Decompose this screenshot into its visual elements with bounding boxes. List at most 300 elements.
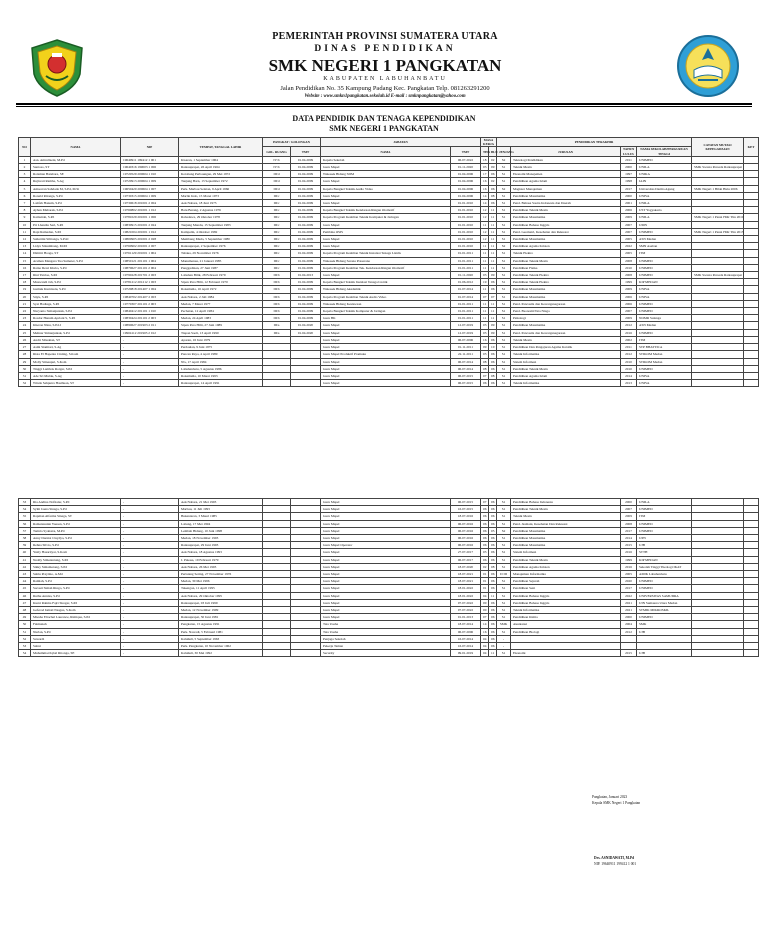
cell-jenjang: S1: [497, 542, 511, 549]
cell-catatan: [692, 236, 744, 243]
cell-tahun-lulus: 2012: [621, 628, 637, 635]
cell-no: 42: [19, 563, 31, 570]
cell-gol-tmt: 01.04.2009: [291, 207, 321, 214]
cell-jabatan-tmt: 27.07.2017: [451, 549, 481, 556]
cell-ket: [744, 300, 759, 307]
cell-gol-tmt: 01.04.2009: [291, 221, 321, 228]
cell-no: 50: [19, 621, 31, 628]
cell-jurusan: Pendidikan Matematika: [511, 322, 621, 329]
cell-catatan: [692, 614, 744, 621]
cell-thn: 01: [481, 571, 489, 578]
cell-jabatan-tmt: 06.07.2014: [451, 365, 481, 372]
cell-tahun-lulus: 2005: [621, 250, 637, 257]
cell-gol-tmt: [291, 358, 321, 365]
cell-jurusan: Sistem Informasi: [511, 549, 621, 556]
cell-bln: 11: [489, 236, 497, 243]
cell-catatan: [692, 315, 744, 322]
cell-jabatan: Wakasek Bidang Kesiswaan: [321, 300, 451, 307]
cell-nip: -: [121, 520, 179, 527]
cell-jenjang: S1: [497, 499, 511, 506]
cell-gol: [263, 607, 291, 614]
cell-nama: Amsorran Sahdada M, S.Pd, M.Si: [31, 185, 121, 192]
cell-tahun-lulus: 2021: [621, 607, 637, 614]
cell-gol: [263, 535, 291, 542]
cell-jurusan: Pendidikan Agama Kristen: [511, 243, 621, 250]
cell-no: 5: [19, 185, 31, 192]
cell-tahun-lulus: 2011: [621, 156, 637, 163]
cell-jabatan: Pekerja Taman: [321, 643, 451, 650]
cell-sekolah: Universitas Darma Agung: [637, 185, 692, 192]
cell-jurusan: Pendidikan Fisika: [511, 264, 621, 271]
table-row: [19, 351, 759, 358]
cell-gol: III/d: [263, 185, 291, 192]
cell-nip: 19870627 201101 2 004: [121, 264, 179, 271]
cell-jabatan: Guru Mapel: [321, 329, 451, 336]
cell-jabatan: Guru Mapel: [321, 272, 451, 279]
cell-gol: [263, 549, 291, 556]
cell-nip: 19821004 201001 1 012: [121, 228, 179, 235]
cell-nama: Asn. Amrullaeni, M.Pd: [31, 156, 121, 163]
cell-ket: [744, 272, 759, 279]
table-row: [19, 650, 759, 657]
cell-no: 44: [19, 578, 31, 585]
cell-jabatan: Guru Mapel: [321, 592, 451, 599]
cell-bln: 08: [489, 563, 497, 570]
cell-gol: [263, 592, 291, 599]
cell-thn: 07: [481, 293, 489, 300]
cell-ket: [744, 214, 759, 221]
cell-bln: 06: [489, 599, 497, 606]
cell-jenjang: S2: [497, 527, 511, 534]
signature-nip: NIP. 19640911 199412 1 001: [594, 862, 637, 866]
cell-gol: [263, 571, 291, 578]
cell-nip: 19781212 201212 1 003: [121, 279, 179, 286]
cell-ttl: NG, 17 April 1984: [179, 358, 263, 365]
cell-gol-tmt: [291, 643, 321, 650]
cell-no: 52: [19, 635, 31, 642]
cell-thn: 06: [481, 542, 489, 549]
cell-sekolah: [637, 643, 692, 650]
cell-catatan: [692, 542, 744, 549]
cell-sekolah: UNIMED: [637, 527, 692, 534]
cell-no: 51: [19, 628, 31, 635]
cell-jabatan-tmt: 06.07.2016: [451, 535, 481, 542]
cell-no: 8: [19, 207, 31, 214]
cell-ket: [744, 614, 759, 621]
cell-jenjang: S1: [497, 308, 511, 315]
cell-gol: [263, 372, 291, 379]
cell-jenjang: S2: [497, 243, 511, 250]
cell-no: 33: [19, 499, 31, 506]
table-row: [19, 535, 759, 542]
cell-bln: 06: [489, 635, 497, 642]
cell-gol: [263, 344, 291, 351]
cell-ket: [744, 200, 759, 207]
cell-nip: 19720913 200604 1 009: [121, 178, 179, 185]
cell-jabatan: Guru Mapel: [321, 243, 451, 250]
cell-thn: 17: [481, 171, 489, 178]
cell-gol: III/c: [263, 250, 291, 257]
table-row: [19, 372, 759, 379]
cell-jenjang: S1: [497, 535, 511, 542]
cell-nama: Anny Darnist Claydya, S.Pd: [31, 535, 121, 542]
cell-nip: 19761129 201001 1 004: [121, 250, 179, 257]
cell-ket: [744, 250, 759, 257]
cell-ket: [744, 164, 759, 171]
cell-thn: 08: [481, 358, 489, 365]
cell-tahun-lulus: 2009: [621, 214, 637, 221]
cell-ttl: Aek Nabara, 29 Oktober 1995: [179, 592, 263, 599]
cell-jurusan: Pendidikan Bahasa Inggris: [511, 221, 621, 228]
cell-gol-tmt: [291, 542, 321, 549]
cell-ket: [744, 535, 759, 542]
cell-jabatan-tmt: 18.01.2022: [451, 592, 481, 599]
cell-catatan: [692, 257, 744, 264]
cell-gol: III/d: [263, 171, 291, 178]
cell-jabatan-tmt: 01.01.2011: [451, 300, 481, 307]
col-thn-header: THN: [481, 147, 489, 156]
cell-nama: Kheron Ninu, S.Pd.I: [31, 322, 121, 329]
letterhead-government: PEMERINTAH PROVINSI SUMATERA UTARA: [272, 31, 498, 42]
table-row: [19, 556, 759, 563]
cell-jabatan: Guru Mapel: [321, 380, 451, 387]
cell-tahun-lulus: 2004: [621, 621, 637, 628]
cell-ttl: Batu Barang, 2 Agustus 1976: [179, 207, 263, 214]
cell-thn: 01: [481, 578, 489, 585]
letterhead-rule-thin: [16, 106, 752, 107]
cell-jenjang: S1: [497, 380, 511, 387]
cell-gol: III/c: [263, 228, 291, 235]
cell-gol: [263, 365, 291, 372]
cell-jurusan: Teknik Informatika: [511, 380, 621, 387]
table-row: [19, 542, 759, 549]
cell-ttl: Rantauprapat, 29 Juni 1993: [179, 542, 263, 549]
cell-ttl: Aek Nabara, 26 Mei 1993: [179, 563, 263, 570]
letterhead-agency: DINAS PENDIDIKAN: [314, 44, 456, 54]
cell-ket: [744, 380, 759, 387]
cell-no: 39: [19, 542, 31, 549]
cell-gol-tmt: [291, 635, 321, 642]
cell-gol: III/d: [263, 178, 291, 185]
cell-jenjang: S1: [497, 228, 511, 235]
cell-nama: Rujiwati Rambe, S.Ag: [31, 178, 121, 185]
cell-nip: 19840702 201407 2 003: [121, 293, 179, 300]
cell-gol: III/c: [263, 236, 291, 243]
cell-no: 41: [19, 556, 31, 563]
cell-ttl: Rabadawa, 29 Oktober 1978: [179, 214, 263, 221]
cell-sekolah: SMN Aseban: [637, 243, 692, 250]
cell-sekolah: NOMR Sulanga: [637, 315, 692, 322]
cell-thn: 16: [481, 628, 489, 635]
cell-sekolah: ITM: [637, 513, 692, 520]
cell-catatan: [692, 264, 744, 271]
cell-nama: Sucasti Simah Ringo, S.Pd: [31, 585, 121, 592]
table-row: [19, 592, 759, 599]
cell-jabatan-tmt: 22.11.2011: [451, 351, 481, 358]
cell-jabatan: Guru Mapel: [321, 578, 451, 585]
cell-jenjang: S1: [497, 207, 511, 214]
cell-ket: [744, 279, 759, 286]
cell-ket: [744, 527, 759, 534]
cell-bln: 07: [489, 293, 497, 300]
cell-bln: 11: [489, 592, 497, 599]
cell-jenjang: S1: [497, 315, 511, 322]
cell-thn: 16: [481, 178, 489, 185]
cell-jenjang: S1: [497, 578, 511, 585]
cell-sekolah: UNIMED: [637, 257, 692, 264]
cell-no: 36: [19, 520, 31, 527]
cell-nip: 19840412 201101 1 010: [121, 308, 179, 315]
staff-table-body-part2: [19, 499, 759, 657]
cell-catatan: [692, 535, 744, 542]
cell-gol-tmt: 01.04.2009: [291, 171, 321, 178]
cell-jurusan: Pendidikan Matematika: [511, 286, 621, 293]
cell-jenjang: S1: [497, 358, 511, 365]
cell-ttl: Sipan Para Hilir, 27 Juni 1989: [179, 322, 263, 329]
cell-jurusan: Pendidikan Teknik Mesin: [511, 207, 621, 214]
cell-gol-tmt: [291, 365, 321, 372]
cell-nama: Gumuk Kurniasiu, S.Pd: [31, 286, 121, 293]
cell-bln: 06: [489, 585, 497, 592]
cell-no: 14: [19, 250, 31, 257]
cell-nama: Rosdar Hanum Apriani S, S.Pd: [31, 315, 121, 322]
cell-catatan: [692, 221, 744, 228]
cell-nama: Suhartini Silitonga, S.Pd.I: [31, 236, 121, 243]
cell-ttl: Aparan, 16 Juni 1979: [179, 336, 263, 343]
cell-jurusan: Pendidikan Biologi: [511, 628, 621, 635]
cell-jurusan: Pendidikan Agama Islam: [511, 372, 621, 379]
cell-tahun-lulus: 2010: [621, 264, 637, 271]
cell-jenjang: S1: [497, 336, 511, 343]
cell-jurusan: Pendidikan Matematika: [511, 542, 621, 549]
col-catatan-header: CATATAN MUTASI KEPEGAWAIAN: [692, 138, 744, 157]
cell-ket: [744, 599, 759, 606]
cell-nip: -: [121, 506, 179, 513]
cell-ket: [744, 336, 759, 343]
cell-catatan: [692, 322, 744, 329]
cell-bln: 06: [489, 513, 497, 520]
cell-gol-tmt: [291, 578, 321, 585]
cell-thn: 06: [481, 506, 489, 513]
cell-gol-tmt: 01.04.2009: [291, 236, 321, 243]
cell-gol: [263, 628, 291, 635]
cell-gol: III/c: [263, 192, 291, 199]
cell-ket: [744, 628, 759, 635]
table-row: [19, 513, 759, 520]
cell-nip: -: [121, 650, 179, 657]
cell-jabatan: Penjaga Sekolah: [321, 635, 451, 642]
cell-ttl: Perk. Pangkatan, 10 November 1962: [179, 643, 263, 650]
cell-catatan: [692, 344, 744, 351]
cell-catatan: [692, 308, 744, 315]
table-row: [19, 257, 759, 264]
cell-nip: 19790228 201701 2 003: [121, 272, 179, 279]
cell-thn: 16: [481, 336, 489, 343]
col-jenjang-header: JENJANG: [497, 147, 511, 156]
cell-jabatan-tmt: 01.01.2011: [451, 315, 481, 322]
cell-nip: -: [121, 372, 179, 379]
cell-nama: Sahni: [31, 643, 121, 650]
cell-tahun-lulus: 2000: [621, 164, 637, 171]
cell-ttl: Membang Muda, 5 September 1980: [179, 236, 263, 243]
cell-nip: 19781029 201001 1 006: [121, 214, 179, 221]
cell-ttl: Rantauprapat, 14 April 1991: [179, 380, 263, 387]
cell-nama: Nurlan, S.Pd: [31, 628, 121, 635]
cell-thn: 06: [481, 513, 489, 520]
cell-jenjang: S1: [497, 293, 511, 300]
cell-tahun-lulus: 2009: [621, 315, 637, 322]
cell-jenjang: S2: [497, 185, 511, 192]
cell-ket: [744, 643, 759, 650]
cell-bln: 06: [489, 200, 497, 207]
cell-jenjang: S1: [497, 279, 511, 286]
cell-no: 45: [19, 585, 31, 592]
cell-nama: Tamria Syahatra, M.Pd: [31, 527, 121, 534]
cell-no: 40: [19, 549, 31, 556]
cell-no: 3: [19, 171, 31, 178]
cell-nip: 19830915 201001 2 024: [121, 221, 179, 228]
cell-jenjang: -: [497, 643, 511, 650]
cell-catatan: [692, 372, 744, 379]
cell-bln: 11: [489, 257, 497, 264]
cell-jurusan: Magister Manajemen: [511, 185, 621, 192]
cell-jurusan: Manajemen Informatika: [511, 571, 621, 578]
cell-bln: 06: [489, 499, 497, 506]
cell-no: 34: [19, 506, 31, 513]
cell-jabatan-tmt: 06.07.2016: [451, 542, 481, 549]
cell-catatan: [692, 243, 744, 250]
cell-nip: -: [121, 563, 179, 570]
cell-gol-tmt: 01.04.2009: [291, 156, 321, 163]
cell-tahun-lulus: 2008: [621, 257, 637, 264]
cell-thn: 06: [481, 527, 489, 534]
cell-ket: [744, 236, 759, 243]
cell-catatan: SMK Swasta Persada Rantauprapat: [692, 164, 744, 171]
cell-thn: 16: [481, 185, 489, 192]
cell-jabatan: Guru Mapel: [321, 372, 451, 379]
table-row: [19, 200, 759, 207]
cell-nip: -: [121, 607, 179, 614]
cell-jabatan: Guru Mapel: [321, 221, 451, 228]
cell-gol-tmt: 01.04.2009: [291, 178, 321, 185]
cell-jenjang: S1: [497, 200, 511, 207]
cell-sekolah: UNIMED: [637, 300, 692, 307]
cell-catatan: [692, 329, 744, 336]
cell-nip: -: [121, 365, 179, 372]
cell-jenjang: S1: [497, 614, 511, 621]
cell-no: 1: [19, 156, 31, 163]
cell-ttl: Kaluhuli, 30 Mei 1992: [179, 650, 263, 657]
cell-thn: 11: [481, 308, 489, 315]
cell-nama: Latifah Hanum, S.Pd: [31, 200, 121, 207]
cell-thn: 12: [481, 214, 489, 221]
cell-tahun-lulus: 2006: [621, 207, 637, 214]
cell-no: 17: [19, 272, 31, 279]
cell-ttl: Kaluhuli, 5 September 1963: [179, 635, 263, 642]
cell-nip: 19830424 201101 2 003: [121, 315, 179, 322]
cell-jurusan: Pendidikan Dan Pengajaran Agama Katolik: [511, 344, 621, 351]
cell-sekolah: STIKOM Medan: [637, 358, 692, 365]
cell-ttl: J. Pakasa, 19 Februari 1979: [179, 556, 263, 563]
cell-jabatan-tmt: 01.01.2013: [451, 614, 481, 621]
cell-tahun-lulus: 2014: [621, 535, 637, 542]
cell-no: 30: [19, 365, 31, 372]
cell-jabatan: Kepala Bengkel Teknik Kendaraan Ringan Otomotif: [321, 207, 451, 214]
cell-gol-tmt: [291, 351, 321, 358]
cell-ttl: Bukantaran, 3 Mauri 1985: [179, 513, 263, 520]
cell-jurusan: Pendidikan Seni: [511, 585, 621, 592]
cell-jabatan: Guru Mapel: [321, 178, 451, 185]
cell-jabatan-tmt: 01.01.2010: [451, 207, 481, 214]
cell-gol-tmt: 01.04.2020: [291, 322, 321, 329]
cell-gol: [263, 351, 291, 358]
cell-jabatan: Guru BK: [321, 315, 451, 322]
cell-ket: [744, 607, 759, 614]
cell-gol: [263, 578, 291, 585]
staff-table-part2: [18, 498, 759, 657]
col-masa-kerja-header: MASA KERJA: [481, 138, 497, 147]
table-row: [19, 300, 759, 307]
cell-catatan: [692, 549, 744, 556]
cell-no: 25: [19, 329, 31, 336]
cell-sekolah: UNIVA: [637, 372, 692, 379]
cell-nip: 19890627 201903 2 011: [121, 322, 179, 329]
cell-nama: Ria Andina Nofitaler, S.Pd: [31, 499, 121, 506]
cell-jurusan: Pendidikan Kimia: [511, 614, 621, 621]
cell-gol-tmt: 01.04.2009: [291, 250, 321, 257]
cell-gol-tmt: 01.04.2009: [291, 293, 321, 300]
cell-jabatan-tmt: 06.07.2016: [451, 520, 481, 527]
col-nip-header: NIP: [121, 138, 179, 157]
cell-bln: 06: [489, 286, 497, 293]
cell-bln: 08: [489, 192, 497, 199]
cell-sekolah: KIP MEDAN: [637, 556, 692, 563]
table-row: [19, 614, 759, 621]
cell-nip: -: [121, 571, 179, 578]
cell-jenjang: S1: [497, 300, 511, 307]
cell-ttl: Tanjung Barn, 13 September 1972: [179, 178, 263, 185]
cell-jenjang: S1: [497, 520, 511, 527]
cell-sekolah: ITM: [637, 250, 692, 257]
cell-ttl: Rantauprapat, 03 Juli 1999: [179, 599, 263, 606]
cell-catatan: [692, 171, 744, 178]
cell-tahun-lulus: 1997: [621, 171, 637, 178]
cell-nama: Miesha Elrachel Laurance, Rimiqua, S.Pd: [31, 614, 121, 621]
cell-tahun-lulus: 2015: [621, 542, 637, 549]
cell-nip: -: [121, 380, 179, 387]
table-row: [19, 221, 759, 228]
cell-gol-tmt: 01.04.2009: [291, 164, 321, 171]
col-nama-header: NAMA: [31, 138, 121, 157]
cell-bln: 06: [489, 542, 497, 549]
cell-jabatan-tmt: 18.07.2014: [451, 621, 481, 628]
cell-jenjang: S1: [497, 344, 511, 351]
table-row: [19, 286, 759, 293]
cell-gol-tmt: [291, 592, 321, 599]
table-row: [19, 178, 759, 185]
cell-sekolah: ASN Medan: [637, 236, 692, 243]
cell-ket: [744, 513, 759, 520]
cell-catatan: [692, 279, 744, 286]
cell-no: 21: [19, 300, 31, 307]
cell-nip: -: [121, 614, 179, 621]
cell-jurusan: Pend. Geometri, Kesehatan dan Rekreasi: [511, 228, 621, 235]
table-row: [19, 344, 759, 351]
cell-gol-tmt: [291, 614, 321, 621]
cell-nip: -: [121, 499, 179, 506]
cell-sekolah: UNIMED: [637, 578, 692, 585]
cell-ttl: Aek Nabara, 21 Mei 1993: [179, 499, 263, 506]
